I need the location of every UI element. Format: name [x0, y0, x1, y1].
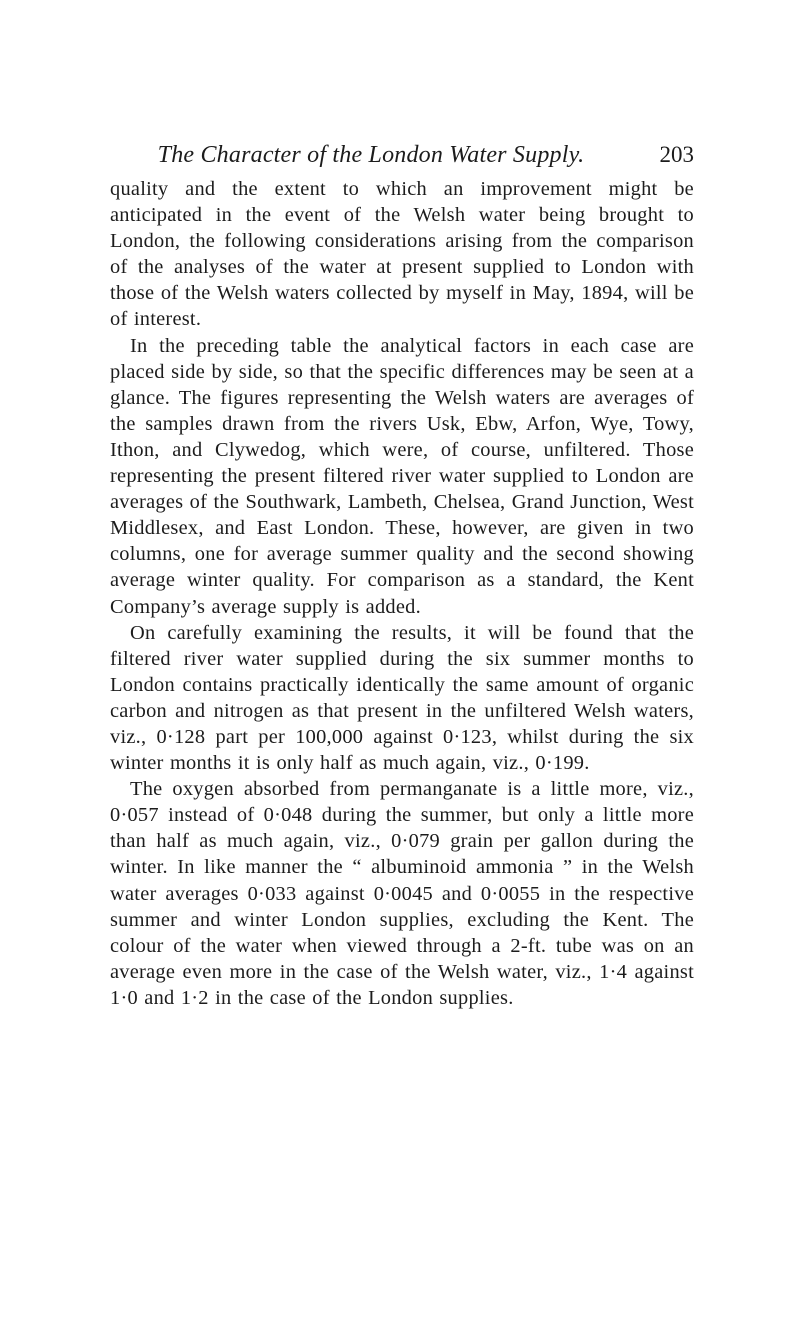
- page-number: 203: [659, 142, 694, 167]
- running-title: The Character of the London Water Supply.: [157, 142, 585, 168]
- body-text: [110, 176, 694, 1011]
- paragraph-continuation: quality and the extent to which an improvement might be anticipated in the event of the Welsh water being brought to London, the following considerations arising from the comparison of the analyses of the water at present supplied to London with those of the Welsh waters collected by myself in May, 1894, will be of interest.: [110, 178, 694, 331]
- running-head: [108, 138, 694, 172]
- paragraph-oxygen-absorbed: The oxygen absorbed from permanganate is a little more, viz., 0·057 instead of 0·048 during the summer, but only a little more than half as much again, viz., 0·079 grain per gallon during the winter. In like manner the “ albuminoid ammonia ” in the Welsh water averages 0·033 against 0·0045 and 0·0055 in the respective summer and winter London supplies, excluding the Kent. The colour of the water when viewed through a 2-ft. tube was on an average even more in the case of the Welsh water, viz., 1·4 against 1·0 and 1·2 in the case of the London supplies.: [110, 778, 694, 1009]
- paragraph-organic-carbon: On carefully examining the results, it will be found that the filtered river water supplied during the six summer months to London contains practically identically the same amount of organic carbon and nitrogen as that present in the unfiltered Welsh waters, viz., 0·128 part per 100,000 against 0·123, whilst during the six winter months it is only half as much again, viz., 0·199.: [110, 621, 694, 775]
- paragraph-table-comparison: In the preceding table the analytical factors in each case are placed side by side, so that the specific differences may be seen at a glance. The figures representing the Welsh waters are averages of the samples drawn from the rivers Usk, Ebw, Arfon, Wye, Towy, Ithon, and Clywedog, which were, of course, unfiltered. Those representing the present filtered river water supplied to London are averages of the Southwark, Lambeth, Chelsea, Grand Junction, West Middlesex, and East London. These, however, are given in two columns, one for average summer quality and the second showing average winter quality. For comparison as a standard, the Kent Company’s average supply is added.: [110, 334, 694, 618]
